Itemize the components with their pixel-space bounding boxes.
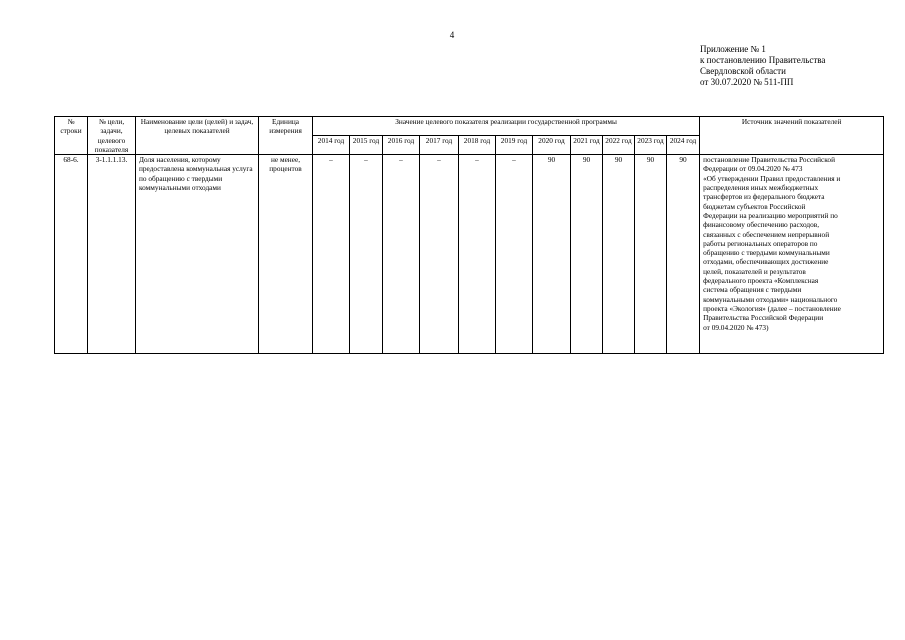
source-line: трансфертов из федерального бюджета [703,192,825,202]
cell-value-2018: – [459,155,496,354]
cell-unit: не менее, процентов [259,155,313,354]
source-line: проекта «Экология» (далее – постановление [703,303,841,313]
header-row-number: № строки [55,117,88,155]
header-year: 2016 год [383,136,420,155]
source-line: связанных с обеспечением непрерывной [703,229,830,239]
cell-source [700,155,884,354]
header-year: 2021 год [571,136,603,155]
header-year: 2019 год [496,136,533,155]
source-line: «Об утверждении Правил предоставления и [703,173,841,183]
header-unit: Единица измерения [259,117,313,155]
cell-value-2020: 90 [533,155,571,354]
source-line: коммунальными отходами» национального [703,294,838,304]
source-line: отходами, обеспечивающих достижение [703,257,829,267]
cell-value-2017: – [420,155,459,354]
cell-value-2023: 90 [635,155,667,354]
source-line: обращению с твердыми коммунальными [703,248,830,258]
indicators-table [54,116,884,354]
source-line: от 09.04.2020 № 473) [703,322,769,332]
cell-value-2022: 90 [603,155,635,354]
appendix-header [700,44,890,88]
header-year: 2014 год [313,136,350,155]
appendix-line: Приложение № 1 [700,44,766,54]
table-header-row [55,117,884,136]
header-source: Источник значений показателей [700,117,884,155]
source-line: Федерации на реализацию мероприятий по [703,210,838,220]
source-line: финансовому обеспечению расходов, [703,220,820,230]
cell-value-2024: 90 [667,155,700,354]
header-values-group: Значение целевого показателя реализации государственной программы [313,117,700,136]
source-line: работы региональных операторов по [703,238,818,248]
page-number: 4 [449,30,455,40]
source-line: распределения иных межбюджетных [703,183,819,193]
source-line: Федерации от 09.04.2020 № 473 [703,164,803,174]
appendix-line: от 30.07.2020 № 511-ПП [700,77,794,87]
source-line: постановление Правительства Российской [703,155,835,165]
source-line: федерального проекта «Комплексная [703,276,819,286]
source-line: целей, показателей и результатов [703,266,806,276]
header-year: 2018 год [459,136,496,155]
header-year: 2020 год [533,136,571,155]
source-line: бюджетам субъектов Российской [703,201,806,211]
header-year: 2024 год [667,136,700,155]
appendix-line: к постановлению Правительства [700,55,826,65]
header-year: 2015 год [350,136,383,155]
cell-name: Доля населения, которому предоставлена коммунальная услуга по обращению с твердыми коммунальными отходами [136,155,259,354]
header-name: Наименование цели (целей) и задач, целевых показателей [136,117,259,155]
cell-goal-number: 3-1.1.1.13. [88,155,136,354]
header-year: 2023 год [635,136,667,155]
source-line: Правительства Российской Федерации [703,313,824,323]
source-line: система обращения с твердыми [703,285,802,295]
table-row [55,155,884,354]
cell-value-2016: – [383,155,420,354]
cell-value-2015: – [350,155,383,354]
cell-value-2014: – [313,155,350,354]
header-year: 2017 год [420,136,459,155]
appendix-line: Свердловской области [700,66,786,76]
header-goal-number: № цели, задачи, целевого показателя [88,117,136,155]
cell-row-number: 68-6. [55,155,88,354]
header-year: 2022 год [603,136,635,155]
cell-value-2021: 90 [571,155,603,354]
cell-value-2019: – [496,155,533,354]
